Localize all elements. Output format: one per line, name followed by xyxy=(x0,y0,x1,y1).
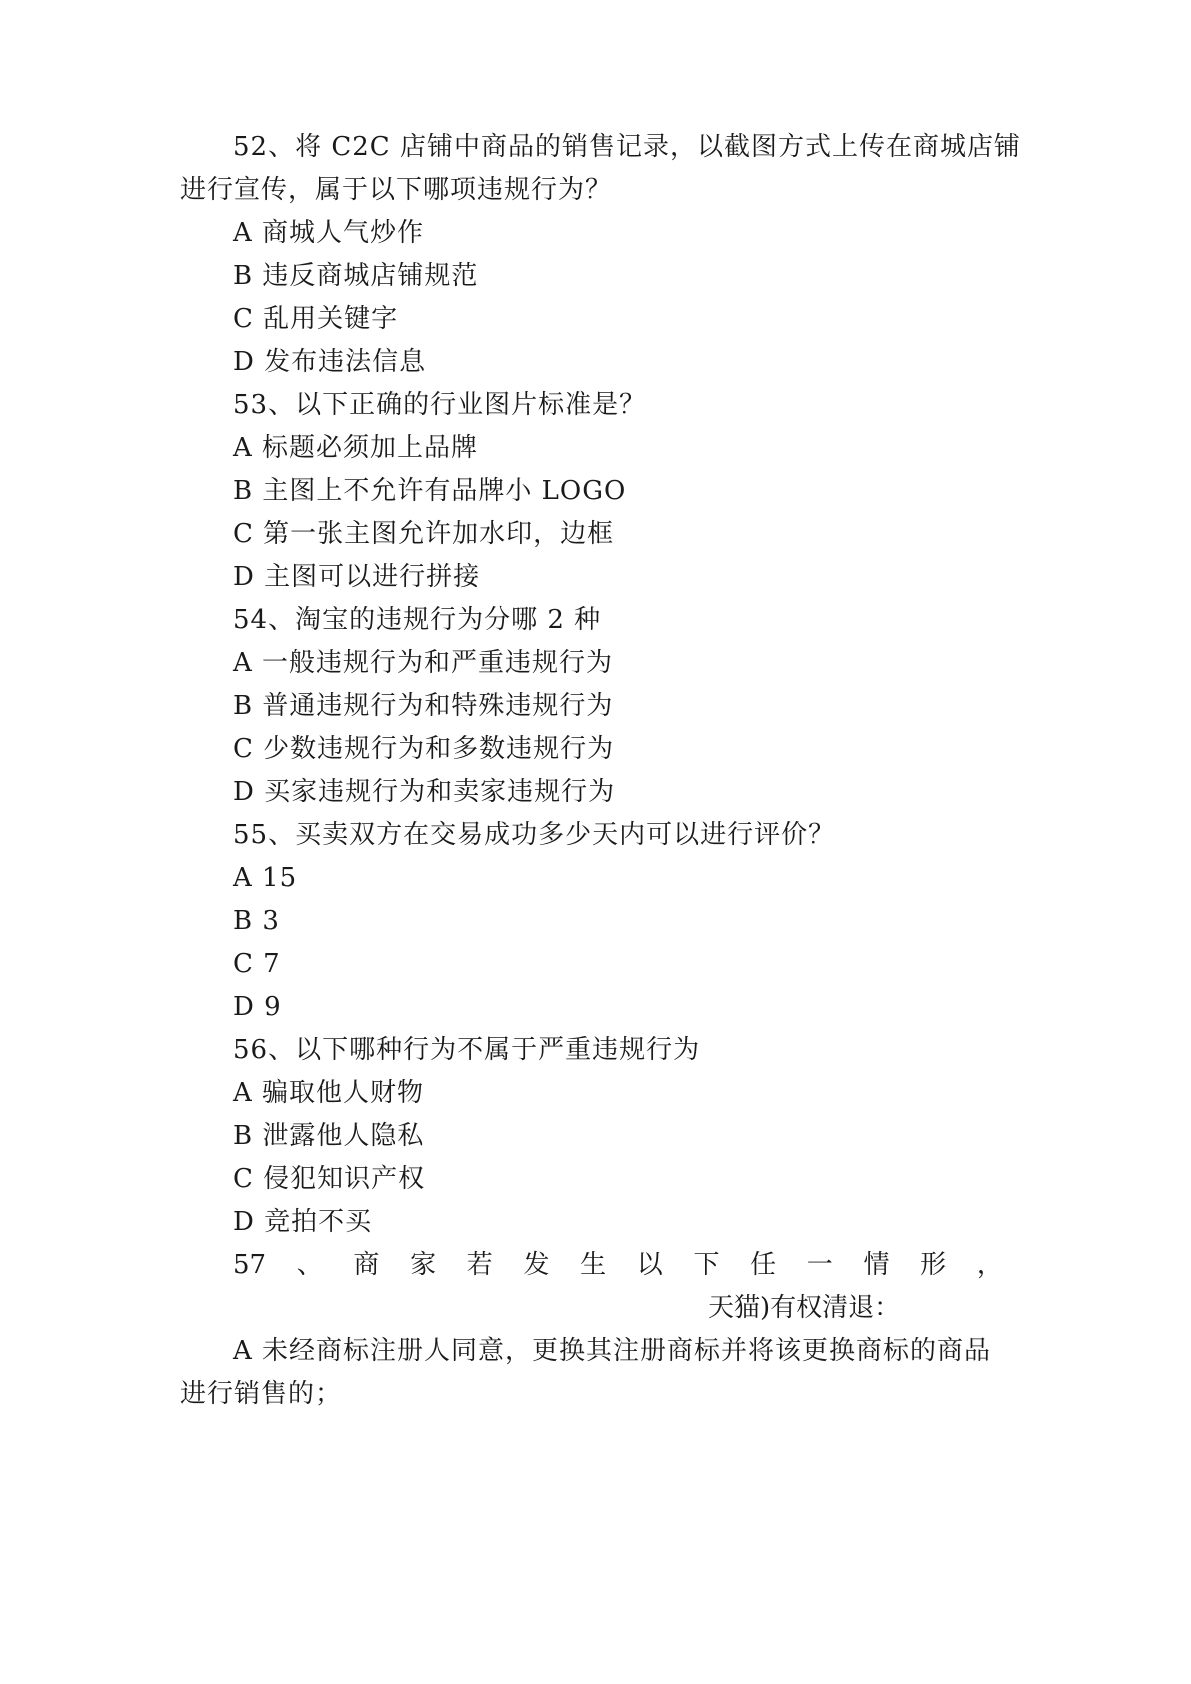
question-57-char: 一 xyxy=(806,1250,833,1280)
question-56-option-c: C 侵犯知识产权 xyxy=(233,1164,426,1194)
question-55-option-b: B 3 xyxy=(233,906,280,936)
question-55-stem: 55、买卖双方在交易成功多少天内可以进行评价？ xyxy=(233,820,836,850)
question-56-option-d: D 竞拍不买 xyxy=(233,1207,373,1237)
question-57-char: 情 xyxy=(863,1250,890,1280)
question-52-option-b: B 违反商城店铺规范 xyxy=(233,261,479,291)
question-54-option-c: C 少数违规行为和多数违规行为 xyxy=(233,734,615,764)
question-53-option-b: B 主图上不允许有品牌小 LOGO xyxy=(233,476,627,506)
question-57-char: 57 xyxy=(233,1250,267,1280)
question-53-option-a: A 标题必须加上品牌 xyxy=(233,433,479,463)
question-57-option-a: A 未经商标注册人同意，更换其注册商标并将该更换商标的商品 xyxy=(233,1336,992,1366)
question-57-char: 商 xyxy=(353,1250,380,1280)
question-53-option-c: C 第一张主图允许加水印，边框 xyxy=(233,519,615,549)
question-55-option-c: C 7 xyxy=(233,949,281,979)
question-57-stem xyxy=(233,1248,1003,1282)
question-55-option-a: A 15 xyxy=(233,863,298,893)
question-54-option-a: A 一般违规行为和严重违规行为 xyxy=(233,648,614,678)
question-57-char: 家 xyxy=(410,1250,437,1280)
question-55-option-d: D 9 xyxy=(233,992,282,1022)
question-52-option-a: A 商城人气炒作 xyxy=(233,218,425,248)
question-57-char: 发 xyxy=(523,1250,550,1280)
question-57-char: 任 xyxy=(750,1250,777,1280)
question-57-stem-continued: 天猫)有权清退： xyxy=(708,1293,901,1323)
question-56-stem: 56、以下哪种行为不属于严重违规行为 xyxy=(233,1035,701,1065)
question-57-char: 、 xyxy=(296,1250,323,1280)
question-56-option-b: B 泄露他人隐私 xyxy=(233,1121,425,1151)
question-54-option-b: B 普通违规行为和特殊违规行为 xyxy=(233,691,614,721)
question-52-option-d: D 发布违法信息 xyxy=(233,347,427,377)
question-57-char: 生 xyxy=(580,1250,607,1280)
question-54-option-d: D 买家违规行为和卖家违规行为 xyxy=(233,777,616,807)
question-57-option-a-continued: 进行销售的； xyxy=(180,1379,343,1409)
question-52-stem-continued: 进行宣传，属于以下哪项违规行为？ xyxy=(180,175,613,205)
question-57-char: 若 xyxy=(466,1250,493,1280)
question-57-char: ， xyxy=(976,1250,1003,1280)
question-57-char: 以 xyxy=(636,1250,663,1280)
question-53-stem: 53、以下正确的行业图片标准是？ xyxy=(233,390,647,420)
question-57-char: 形 xyxy=(920,1250,947,1280)
question-56-option-a: A 骗取他人财物 xyxy=(233,1078,425,1108)
question-52-option-c: C 乱用关键字 xyxy=(233,304,399,334)
question-53-option-d: D 主图可以进行拼接 xyxy=(233,562,481,592)
question-52-stem: 52、将 C2C 店铺中商品的销售记录，以截图方式上传在商城店铺 xyxy=(233,132,1021,162)
question-54-stem: 54、淘宝的违规行为分哪 2 种 xyxy=(233,605,602,635)
question-57-char: 下 xyxy=(693,1250,720,1280)
